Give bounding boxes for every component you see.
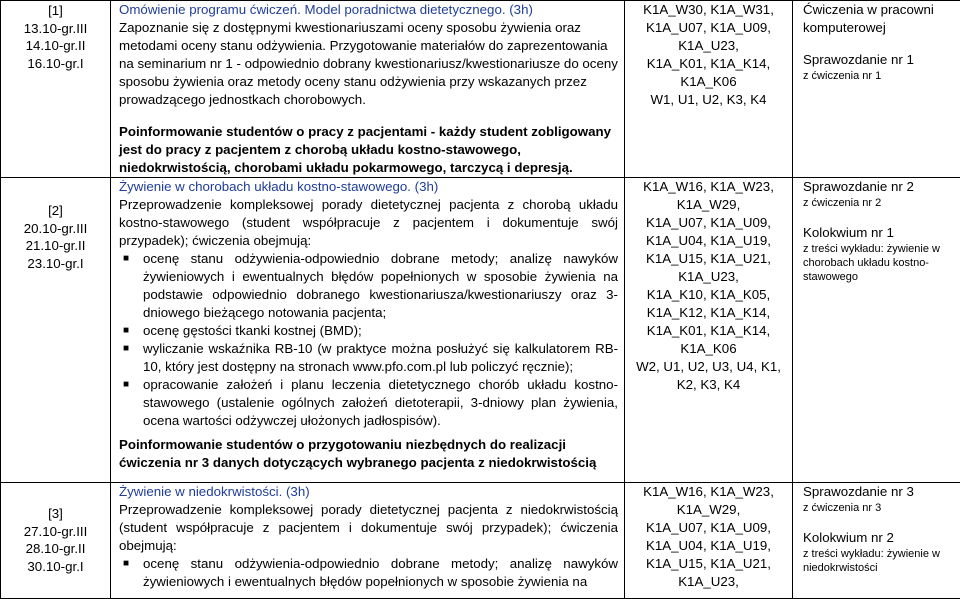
report-title: Ćwiczenia w pracowni komputerowej (803, 1, 956, 37)
code-line: K1A_W29, (629, 501, 788, 519)
code-line: K1A_K06 (629, 73, 788, 91)
code-line: K1A_U23, (629, 37, 788, 55)
report-name: Sprawozdanie nr 1 (803, 51, 956, 69)
report-cell (793, 178, 960, 483)
list-item: ■ ocenę stanu odżywienia-odpowiednio dobrane metody; analizę nawyków żywieniowych i ewentualnych błędów popełnionych w sposobie żywienia na (119, 555, 618, 591)
report-detail: z ćwiczenia nr 1 (803, 69, 956, 83)
colloquium-detail: z treści wykładu: żywienie w niedokrwistości (803, 547, 956, 575)
code-line: K1A_U15, K1A_U21, (629, 555, 788, 573)
code-line: K2, K3, K4 (629, 376, 788, 394)
code-line: K1A_K01, K1A_K14, (629, 55, 788, 73)
date-line: 30.10-gr.I (2, 558, 109, 576)
date-line: 20.10-gr.III (2, 220, 109, 238)
report-detail: z ćwiczenia nr 3 (803, 501, 956, 515)
report-name: Sprawozdanie nr 3 (803, 483, 956, 501)
topic-hours: (3h) (506, 2, 533, 17)
code-line: K1A_W16, K1A_W23, (629, 483, 788, 501)
topic-hours: (3h) (282, 484, 309, 499)
code-line: W1, U1, U2, K3, K4 (629, 91, 788, 109)
table-row (1, 1, 960, 178)
topic-hours: (3h) (411, 179, 438, 194)
colloquium-detail: z treści wykładu: żywienie w chorobach układu kostno-stawowego (803, 242, 956, 284)
colloquium-name: Kolokwium nr 1 (803, 224, 956, 242)
date-cell (1, 1, 111, 178)
list-item: ■ opracowanie założeń i planu leczenia dietetycznego chorób układu kostno-stawowego (ustalenie ogólnych założeń dietoterapii, 3-dniowy plan żywienia, ocena wartości odżywczej ułożonych jadłospisów). (119, 376, 618, 430)
code-line: K1A_W30, K1A_W31, (629, 1, 788, 19)
date-line: 28.10-gr.II (2, 540, 109, 558)
task-list (119, 250, 618, 430)
report-detail: z ćwiczenia nr 2 (803, 196, 956, 210)
table-row (1, 483, 960, 599)
code-line: K1A_K01, K1A_K14, (629, 322, 788, 340)
report-cell (793, 483, 960, 599)
topic-title: Omówienie programu ćwiczeń. Model poradnictwa dietetycznego. (119, 2, 506, 17)
code-line: K1A_K06 (629, 340, 788, 358)
codes-cell (625, 1, 793, 178)
code-line: K1A_U04, K1A_U19, (629, 232, 788, 250)
date-line: 14.10-gr.II (2, 37, 109, 55)
code-line: K1A_K12, K1A_K14, (629, 304, 788, 322)
list-item: ■ wyliczanie wskaźnika RB-10 (w praktyce można posłużyć się kalkulatorem RB-10, który jest dostępny na stronach www.pfo.com.pl lub policzyć ręcznie); (119, 340, 618, 376)
report-cell (793, 1, 960, 178)
session-number: [1] (2, 2, 109, 20)
bold-note: Poinformowanie studentów o pracy z pacjentami - każdy student zobligowany jest do pracy z pacjentem z chorobą układu kostno-stawowego, niedokrwistością, chorobami układu pokarmowego, tarczycą i depresją. (119, 123, 618, 177)
session-number: [3] (2, 505, 109, 523)
intro-text: Przeprowadzenie kompleksowej porady dietetycznej pacjenta z chorobą układu kostno-stawowego (student współpracuje z pacjentem i dokumentuje swój przypadek); ćwiczenia obejmują: (119, 196, 618, 250)
code-line: K1A_U07, K1A_U09, (629, 19, 788, 37)
code-line: K1A_U15, K1A_U21, (629, 250, 788, 268)
code-line: K1A_U04, K1A_U19, (629, 537, 788, 555)
colloquium-name: Kolokwium nr 2 (803, 529, 956, 547)
content-cell (111, 178, 625, 483)
date-line: 13.10-gr.III (2, 20, 109, 38)
description: Zapoznanie się z dostępnymi kwestionariuszami oceny sposobu żywienia oraz metodami oceny stanu odżywienia. Przygotowanie materiałów do zaprezentowania na seminarium nr 1 - odpowiednio dobrany kwestionariusz/kwestionariusze do oceny sposobu żywienia oraz metody oceny stanu odżywienia przy wskazanych przez prowadzącego jednostkach chorobowych. (119, 19, 618, 109)
date-cell (1, 483, 111, 599)
list-item: ■ ocenę gęstości tkanki kostnej (BMD); (119, 322, 618, 340)
content-cell (111, 483, 625, 599)
date-line: 21.10-gr.II (2, 237, 109, 255)
code-line: K1A_U07, K1A_U09, (629, 214, 788, 232)
content-cell (111, 1, 625, 178)
date-line: 16.10-gr.I (2, 55, 109, 73)
code-line: K1A_U07, K1A_U09, (629, 519, 788, 537)
code-line: K1A_K10, K1A_K05, (629, 286, 788, 304)
list-item: ■ ocenę stanu odżywienia-odpowiednio dobrane metody; analizę nawyków żywieniowych i ewentualnych błędów popełnionych w sposobie żywienia na podstawie odpowiednio dobranego kwestionariusza/kwestionariuszy oraz 3-dniowego bieżącego notowania pacjenta; (119, 250, 618, 322)
code-line: K1A_W29, (629, 196, 788, 214)
date-line: 27.10-gr.III (2, 523, 109, 541)
intro-text: Przeprowadzenie kompleksowej porady dietetycznej pacjenta z niedokrwistością (student współpracuje z pacjentem i dokumentuje swój przypadek); ćwiczenia obejmują: (119, 501, 618, 555)
code-line: K1A_U23, (629, 573, 788, 591)
date-line: 23.10-gr.I (2, 255, 109, 273)
report-name: Sprawozdanie nr 2 (803, 178, 956, 196)
table-row (1, 178, 960, 483)
date-cell (1, 178, 111, 483)
session-number: [2] (2, 202, 109, 220)
code-line: K1A_U23, (629, 268, 788, 286)
bold-note: Poinformowanie studentów o przygotowaniu niezbędnych do realizacji ćwiczenia nr 3 danych dotyczących wybranego pacjenta z niedokrwistością (119, 436, 618, 472)
code-line: W2, U1, U2, U3, U4, K1, (629, 358, 788, 376)
task-list (119, 555, 618, 591)
code-line: K1A_W16, K1A_W23, (629, 178, 788, 196)
codes-cell (625, 483, 793, 599)
topic-title: Żywienie w chorobach układu kostno-stawowego. (119, 179, 411, 194)
codes-cell (625, 178, 793, 483)
topic-title: Żywienie w niedokrwistości. (119, 484, 282, 499)
